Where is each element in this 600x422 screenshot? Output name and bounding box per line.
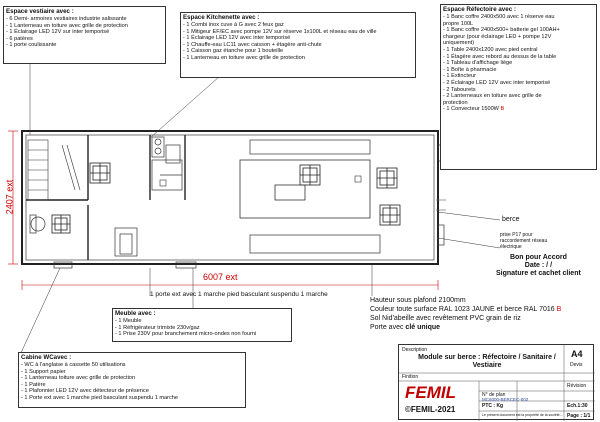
list-item: - 1 Éclairage LED 12V sur inter temporisé [6,29,110,36]
wc-title: Cabine WCavec : [21,354,72,361]
dining-table [240,160,370,218]
bench-top [250,140,370,154]
fridge-cabinet [115,228,137,256]
list-item: - 1 Mitigeur EF/EC avec pompe 12V sur réserve 1x100L et réseau eau de ville [183,28,377,35]
badge-b: B [556,306,562,313]
list-item: - 1 Porte ext avec 1 marche pied basculant suspendu 1 marche [21,394,179,401]
spec-door-prefix: Porte avec [370,324,406,331]
list-item: - 1 Caisson gaz étanche pour 1 bouteille [183,48,284,55]
kitchenette-title: Espace Kitchenette avec : [183,14,260,21]
plan-no: MC6000-BERCEC-002 [482,397,529,402]
list-item [443,106,594,113]
prise-line-1: prise P17 pour [500,232,533,238]
list-item: - 2 Lanterneaux en toiture avec grille de [443,93,542,100]
finition: Finition [402,374,419,380]
list-item: - 1 Table 2400x1200 avec pied central [443,46,538,53]
skylight-refectoire-1 [377,168,397,188]
dimension-length-text: 6007 ext [203,272,238,282]
list-item: - 2 Tabourets [443,86,476,93]
accord-line-3: Signature et cachet client [496,270,581,277]
list-item: protection [443,99,468,106]
spec-door [370,323,561,332]
list-item: - 1 Banc coffre 2400x500 avec 1 réserve eau [443,14,555,20]
vestiaire-title: Espace vestiaire avec : [6,8,74,15]
skylight-refectoire-2 [380,205,400,225]
list-item: - 6 patères [6,35,33,42]
refectoire-title: Espace Réfectoire avec : [443,6,516,13]
list-item: - 1 Lanterneau en toiture avec grille de protection [6,22,128,29]
list-item: - 6 Demi- armoires vestiaires industrie salissante [6,16,127,22]
list-item: - 1 Boîte à pharmacie [443,66,497,73]
description: Module sur berce : Réfectoire / Sanitaire / Vestiaire [418,354,556,369]
meuble-title: Meuble avec : [115,310,156,317]
list-item: - 1 Plafonnier LED 12V avec détecteur de présence [21,388,149,395]
list-item: - 1 Étagère avec rebord au dessus de la table [443,53,557,60]
list-item: - 1 Meuble [115,318,142,324]
porte-ext-label: 1 porte ext avec 1 marche pied basculant suspendu 1 marche [150,291,328,298]
list-item: - 1 Réfrigérateur trimixte 230v/gaz [115,324,200,331]
note: Le présent document est la propriété de la société... [482,413,563,417]
list-item: - 1 Lanterneau toiture avec grille de protection [21,375,136,382]
title-block [398,344,594,420]
list-item: chargeur (pour éclairage LED + pompe 12V [443,33,552,40]
spec-height: Hauteur sous plafond 2100mm [370,297,466,304]
vestiaire-box [3,6,166,64]
format: A4 [571,349,583,359]
bench-bottom [250,235,380,253]
list-item: - 1 Patère [21,381,46,388]
spec-floor: Sol Nid'abeille avec revêtement PVC grain de riz [370,315,521,322]
accord-block [496,254,581,278]
list-item: - 1 Banc coffre 2400x500+ batterie gel 100AH+ [443,27,560,34]
spec-color [370,305,561,314]
dimension-width-text: 2407 ext [4,179,15,215]
module-outer-wall [22,131,438,264]
wc-box [18,352,246,408]
kitchen-unit [152,137,182,190]
wc-toilet [30,215,45,233]
spec-door-bold: clé unique [405,324,441,331]
module-inner-wall [26,135,434,260]
prise-line-2: raccordement réseau [500,238,548,244]
prise-line-3: électrique [500,244,522,250]
list-item: - 1 Support papier [21,368,66,375]
devis: Devis [570,362,583,368]
meuble-box [112,308,292,342]
list-item: - 1 Prise 230V pour branchement micro-ondes non fourni [115,331,257,338]
badge-b: B [500,106,505,113]
spec-color-text: Couleur toute surface RAL 1023 JAUNE et berce RAL 7016 [370,306,555,313]
list-item: propre 100L [443,20,474,27]
berce-label: berce [502,216,520,223]
list-item: - 2 Éclairage LED 12V avec inter temporisé [443,79,551,86]
accord-line-1: Bon pour Accord [509,254,567,261]
list-item: - 1 porte coulissante [6,42,57,49]
kitchenette-box [180,12,416,78]
lockers [28,140,80,200]
accord-line-2: Date : / / [524,262,553,269]
brand-logo: FEMIL [405,383,456,402]
prise-label [500,232,547,250]
list-item: - 1 Chauffe-eau LC11 avec caisson + étagère anti-chute [183,41,322,48]
list-item: - WC à l'anglaise à cassette 50 utilisations [21,362,126,368]
list-item: - 1 Combi inox cuve à G avec 2 feux gaz [183,22,284,28]
skylight-wc [52,215,70,233]
desc-label: Description [402,347,428,353]
page-number: Page : 1/1 [567,413,591,419]
list-item: - 1 Tableau d'affichage liège [443,60,513,67]
refectoire-box [440,4,597,170]
skylight-kitchen [300,165,320,185]
plan-no-label: N° de plan [482,392,506,398]
copyright: ©FEMIL-2021 [405,405,456,414]
list-item: uniquement) [443,40,475,47]
scale: Ech.1:30 [567,403,588,409]
list-item: - 1 Extincteur [443,73,476,80]
skylight-vestiaire [90,163,110,183]
ptc: PTC : Kg [482,403,504,409]
convecteur-text: - 1 Convecteur 1500W [443,106,499,113]
revision: Révision [567,383,587,389]
list-item: - 1 Lanterneau en toiture avec grille de protection [183,54,305,61]
list-item: - 1 Éclairage LED 12V avec inter temporisé [183,35,291,42]
stools [160,176,361,186]
specs-block [370,296,561,332]
